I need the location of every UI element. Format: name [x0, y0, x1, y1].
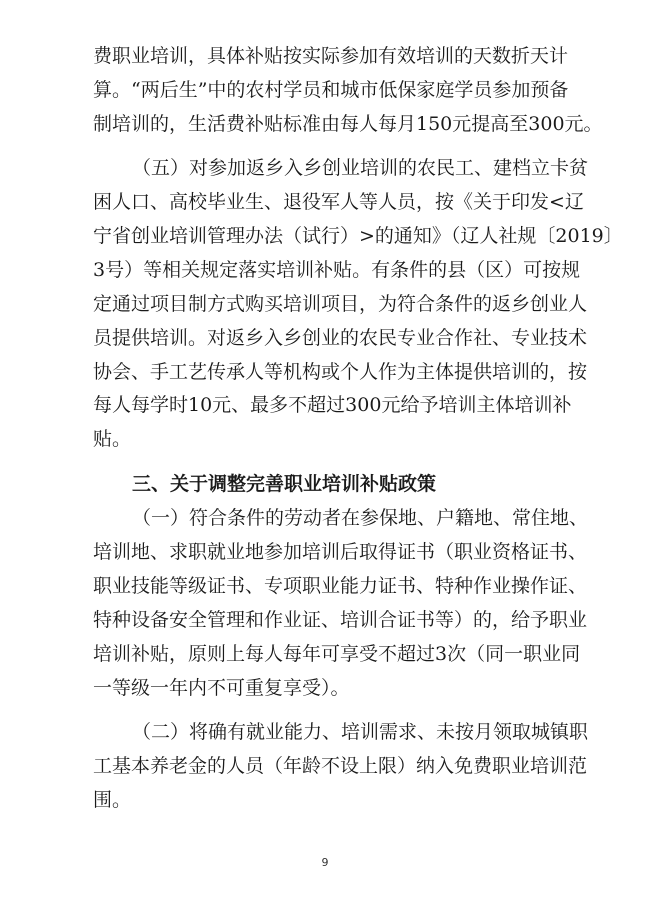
- paragraph-line: 困人口、高校毕业生、退役军人等人员，按《关于印发<辽: [93, 191, 584, 213]
- page-number: 9: [321, 856, 329, 869]
- paragraph-line: 一等级一年内不可重复享受）。: [93, 677, 350, 699]
- section-heading: 三、关于调整完善职业培训补贴政策: [132, 473, 437, 495]
- paragraph-line: 培训地、求职就业地参加培训后取得证书（职业资格证书、: [93, 541, 588, 563]
- paragraph-line: 培训补贴，原则上每人每年可享受不超过3次（同一职业同: [93, 643, 581, 665]
- paragraph-line: 职业技能等级证书、专项职业能力证书、特种作业操作证、: [93, 575, 588, 597]
- paragraph-line: 协会、手工艺传承人等机构或个人作为主体提供培训的，按: [93, 361, 588, 383]
- paragraph-line: 特种设备安全管理和作业证、培训合证书等）的，给予职业: [93, 609, 588, 631]
- paragraph-line: 3号）等相关规定落实培训补贴。有条件的县（区）可按规: [93, 259, 581, 281]
- paragraph-line: （二）将确有就业能力、培训需求、未按月领取城镇职: [132, 721, 589, 743]
- paragraph-line: 费职业培训，具体补贴按实际参加有效培训的天数折天计: [93, 45, 569, 67]
- paragraph-line: 算。“两后生”中的农村学员和城市低保家庭学员参加预备: [93, 79, 569, 101]
- paragraph-line: （五）对参加返乡入乡创业培训的农民工、建档立卡贫: [132, 157, 589, 179]
- paragraph-line: 每人每学时10元、最多不超过300元给予培训主体培训补: [93, 394, 572, 416]
- paragraph-line: 围。: [93, 789, 132, 811]
- paragraph-line: 员提供培训。对返乡入乡创业的农民专业合作社、专业技术: [93, 327, 588, 349]
- paragraph-line: 定通过项目制方式购买培训项目，为符合条件的返乡创业人: [93, 293, 588, 315]
- paragraph-line: 制培训的，生活费补贴标准由每人每月150元提高至300元。: [93, 113, 603, 135]
- paragraph-line: （一）符合条件的劳动者在参保地、户籍地、常住地、: [132, 507, 589, 529]
- paragraph-line: 宁省创业培训管理办法（试行）>的通知》（辽人社规〔2019〕: [93, 225, 623, 247]
- paragraph-line: 贴。: [93, 428, 132, 450]
- paragraph-line: 工基本养老金的人员（年龄不设上限）纳入免费职业培训范: [93, 755, 588, 777]
